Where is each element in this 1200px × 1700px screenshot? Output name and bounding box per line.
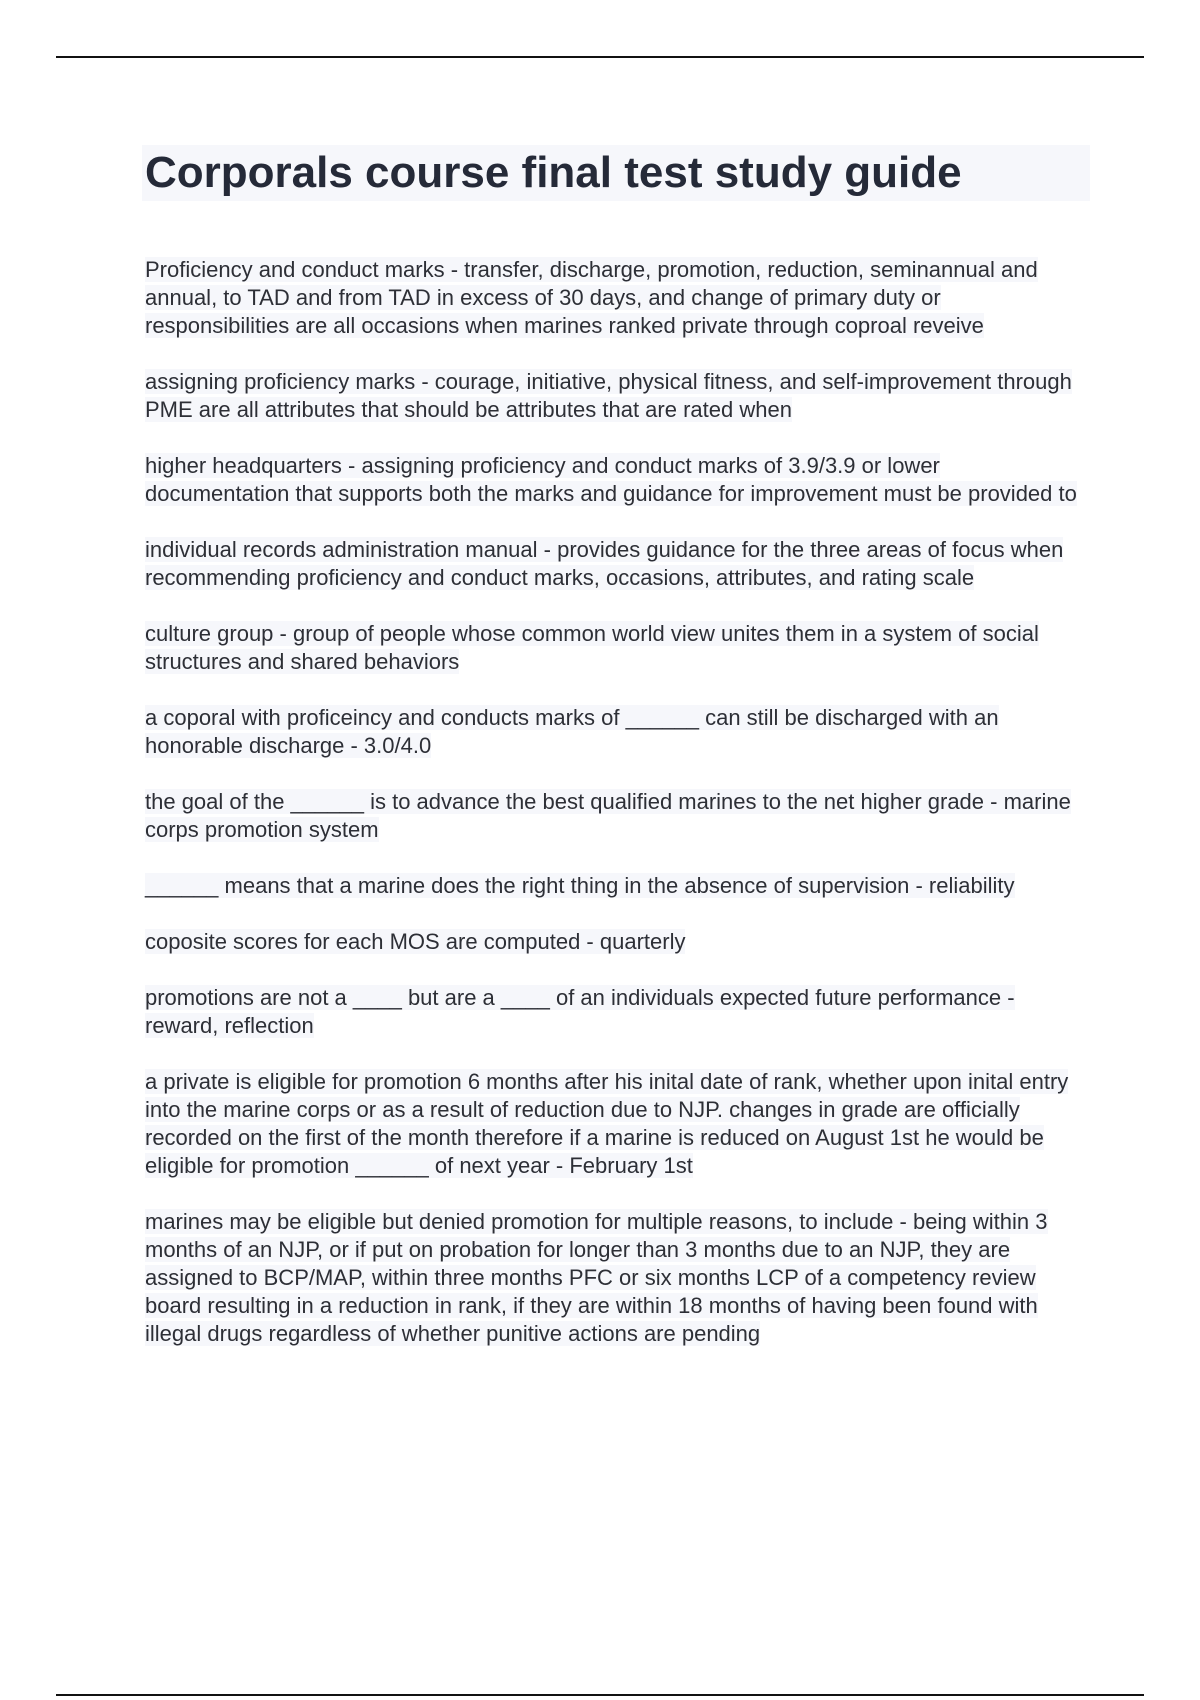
study-entry [145, 256, 1090, 340]
study-entry-text: higher headquarters - assigning proficiency and conduct marks of 3.9/3.9 or lower documentation that supports both the marks and guidance for improvement must be provided to [145, 453, 1077, 506]
study-entry-text: coposite scores for each MOS are computed - quarterly [145, 929, 686, 954]
study-entry-text: marines may be eligible but denied promotion for multiple reasons, to include - being within 3 months of an NJP, or if put on probation for longer than 3 months due to an NJP, they are assigned to BCP/MAP, within three months PFC or six months LCP of a competency review board resulting in a reduction in rank, if they are within 18 months of having been found with illegal drugs regardless of whether punitive actions are pending [145, 1209, 1048, 1346]
study-entry-text: individual records administration manual - provides guidance for the three areas of focus when recommending proficiency and conduct marks, occasions, attributes, and rating scale [145, 537, 1064, 590]
study-entry [145, 872, 1090, 900]
study-entry [145, 928, 1090, 956]
study-entry-text: the goal of the ______ is to advance the best qualified marines to the net higher grade - marine corps promotion system [145, 789, 1071, 842]
study-entry [145, 984, 1090, 1040]
top-rule [56, 56, 1144, 58]
study-entry [145, 1068, 1090, 1180]
study-entry-text: promotions are not a ____ but are a ____ of an individuals expected future performance - reward, reflection [145, 985, 1015, 1038]
study-entry-text: Proficiency and conduct marks - transfer, discharge, promotion, reduction, seminannual and annual, to TAD and from TAD in excess of 30 days, and change of primary duty or responsibilities are all occasions when marines ranked private through coproal reveive [145, 257, 1038, 338]
study-entry [145, 620, 1090, 676]
study-entry-text: culture group - group of people whose common world view unites them in a system of social structures and shared behaviors [145, 621, 1039, 674]
study-entry [145, 368, 1090, 424]
study-entry-text: ______ means that a marine does the right thing in the absence of supervision - reliability [145, 873, 1015, 898]
study-entry [145, 1208, 1090, 1348]
study-entry-text: assigning proficiency marks - courage, initiative, physical fitness, and self-improvement through PME are all attributes that should be attributes that are rated when [145, 369, 1072, 422]
study-entry [145, 704, 1090, 760]
study-entry [145, 788, 1090, 844]
study-guide-body [145, 256, 1090, 1376]
study-entry [145, 536, 1090, 592]
study-entry-text: a coporal with proficeincy and conducts marks of ______ can still be discharged with an honorable discharge - 3.0/4.0 [145, 705, 999, 758]
study-entry-text: a private is eligible for promotion 6 months after his inital date of rank, whether upon inital entry into the marine corps or as a result of reduction due to NJP. changes in grade are officially recorded on the first of the month therefore if a marine is reduced on August 1st he would be eligible for promotion ______ of next year - February 1st [145, 1069, 1069, 1178]
study-entry [145, 452, 1090, 508]
bottom-rule [56, 1694, 1144, 1696]
page-title: Corporals course final test study guide [145, 148, 962, 197]
